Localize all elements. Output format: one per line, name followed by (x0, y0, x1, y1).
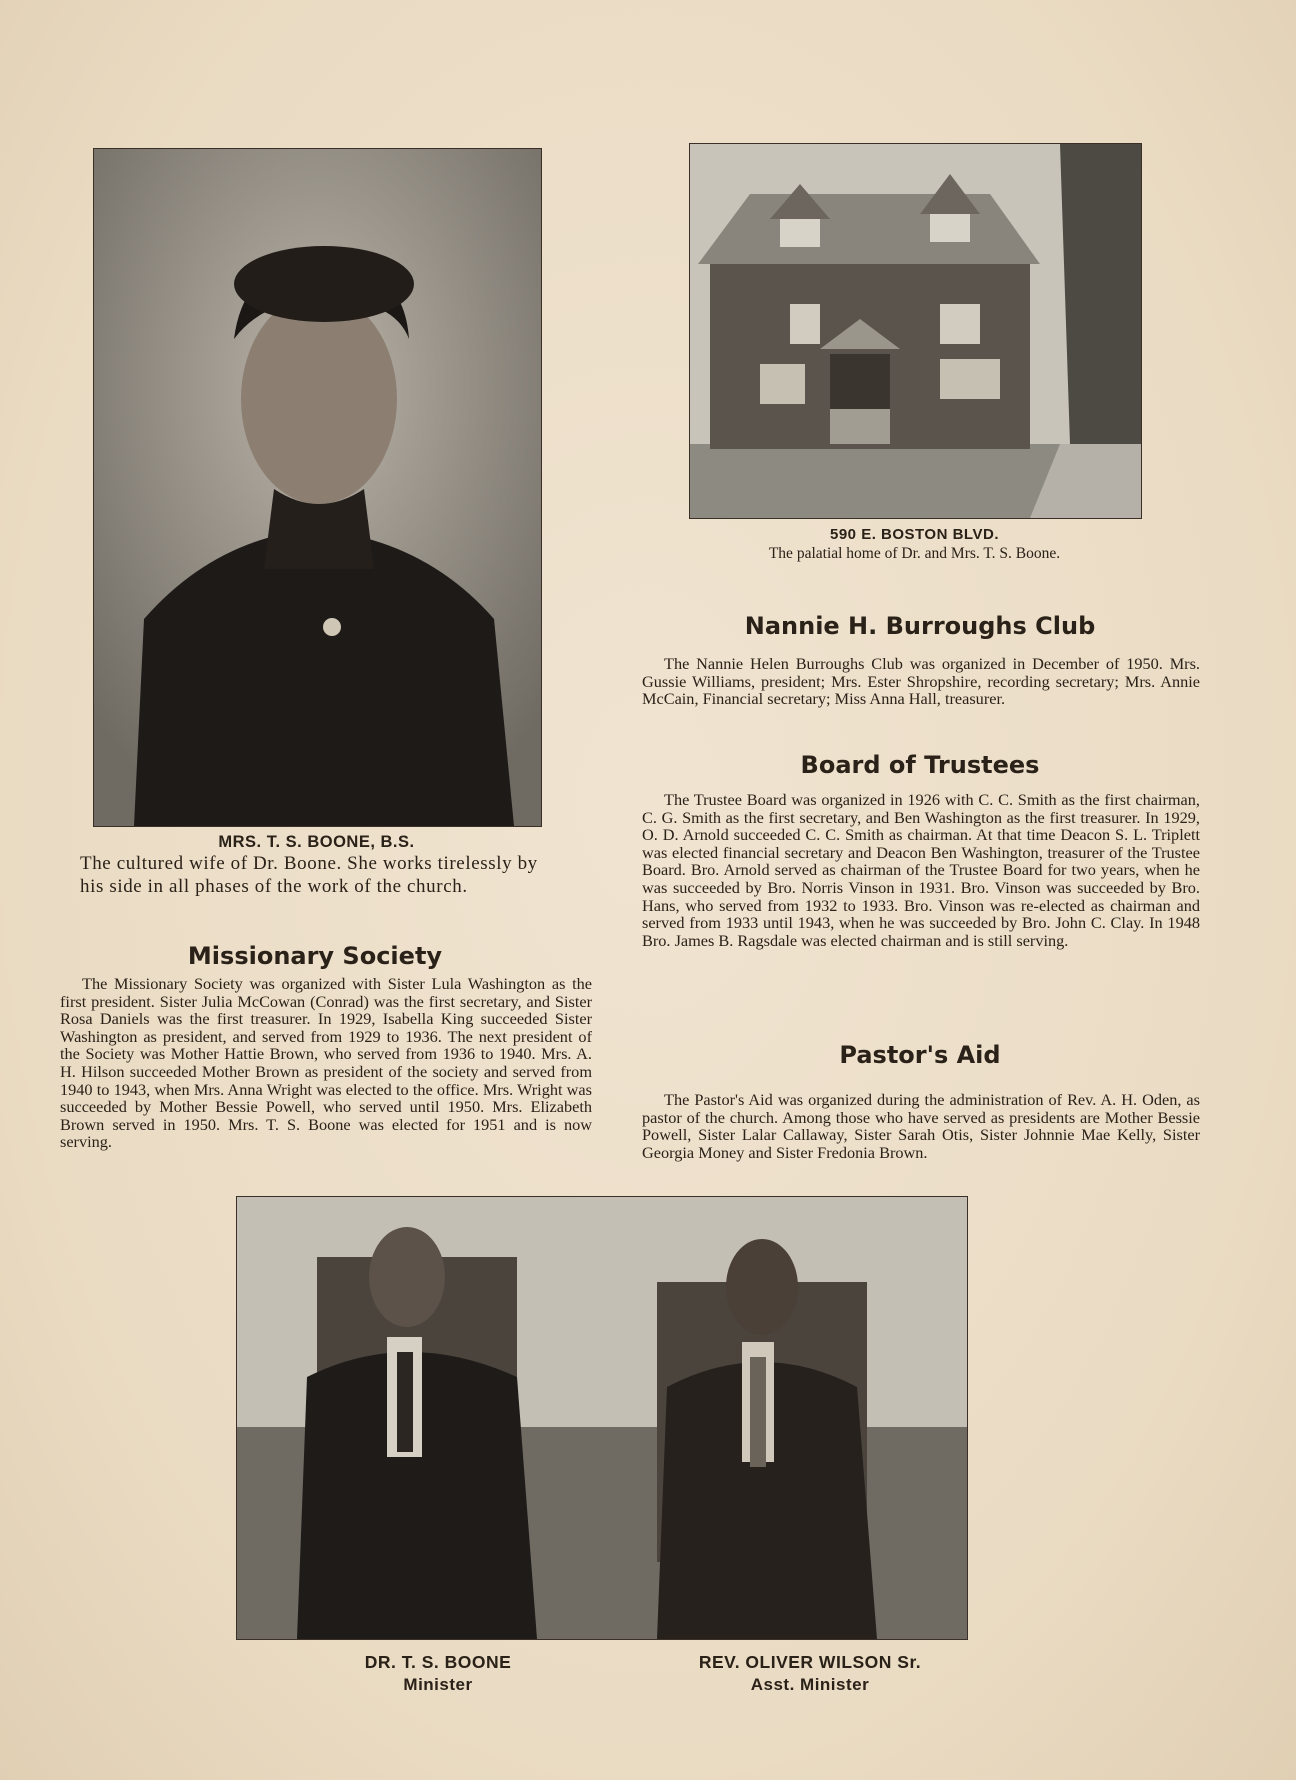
trustees-text: The Trustee Board was organized in 1926 with C. C. Smith as the first chairman, C. G. Smith as the first secretary, and Ben Washington as the first treasurer. In 1929, O. D. Arnold succeeded C. C. Smith as chairman. At that time Deacon S. L. Triplett was elected financial secretary and Deacon Ben Washington, treasurer of the Trustee Board. Bro. Arnold served as chairman of the Trustee Board for two years, when he was succeeded by Bro. Norris Vinson in 1931. Bro. Vinson was succeeded by Bro. Hans, who served from 1932 to 1933. Bro. Vinson was re-elected as chairman and served from 1933 until 1943, when he was succeeded by Bro. John C. Clay. In 1948 Bro. James B. Ragsdale was elected chairman and is still serving. (642, 790, 1200, 950)
portrait-photo (93, 148, 542, 827)
pastors-aid-heading: Pastor's Aid (839, 1041, 1001, 1069)
minister-left-role: Minister (403, 1675, 473, 1694)
house-caption-address: 590 E. BOSTON BLVD. (830, 526, 999, 543)
missionary-text: The Missionary Society was organized with Sister Lula Washington as the first president. Sister Julia McCowan (Conrad) was the first secretary, and Sister Rosa Daniels was the first treasurer. In 1929, Isabella King succeeded Sister Washington as president, and served from 1929 to 1936. The next president of the Society was Mother Hattie Brown, who served from 1936 to 1940. Mrs. A. H. Hilson succeeded Mother Brown as president of the society and served from 1940 to 1943, when Mrs. Anna Wright was elected to the office. Mrs. Wright was succeeded by Mother Bessie Powell, who served until 1950. Mrs. Elizabeth Brown served in 1950. Mrs. T. S. Boone was elected for 1951 and is now serving. (60, 974, 592, 1152)
minister-right-name: REV. OLIVER WILSON Sr. (698, 1652, 922, 1672)
missionary-heading: Missionary Society (187, 942, 443, 970)
pastors-aid-text: The Pastor's Aid was organized during the administration of Rev. A. H. Oden, as pastor of the church. Among those who have served as presidents are Mother Bessie Powell, Sister Lalar Callaway, Sister Sarah Otis, Sister Johnnie Mae Kelly, Sister Georgia Money and Sister Fredonia Brown. (642, 1090, 1200, 1162)
portrait-caption-description: The cultured wife of Dr. Boone. She works tirelessly by his side in all phases of the work of the church. (80, 853, 538, 897)
minister-right-role: Asst. Minister (750, 1675, 870, 1694)
minister-left-name: DR. T. S. BOONE (364, 1652, 512, 1672)
burroughs-text: The Nannie Helen Burroughs Club was organized in December of 1950. Mrs. Gussie Williams, president; Mrs. Ester Shropshire, recording secretary; Mrs. Annie McCain, Financial secretary; Miss Anna Hall, treasurer. (642, 654, 1200, 709)
house-photo (689, 143, 1142, 519)
house-caption-description: The palatial home of Dr. and Mrs. T. S. Boone. (768, 545, 1061, 562)
ministers-photo (236, 1196, 968, 1640)
trustees-heading: Board of Trustees (800, 751, 1040, 779)
burroughs-heading: Nannie H. Burroughs Club (744, 612, 1096, 640)
portrait-caption-name: MRS. T. S. BOONE, B.S. (218, 833, 415, 851)
